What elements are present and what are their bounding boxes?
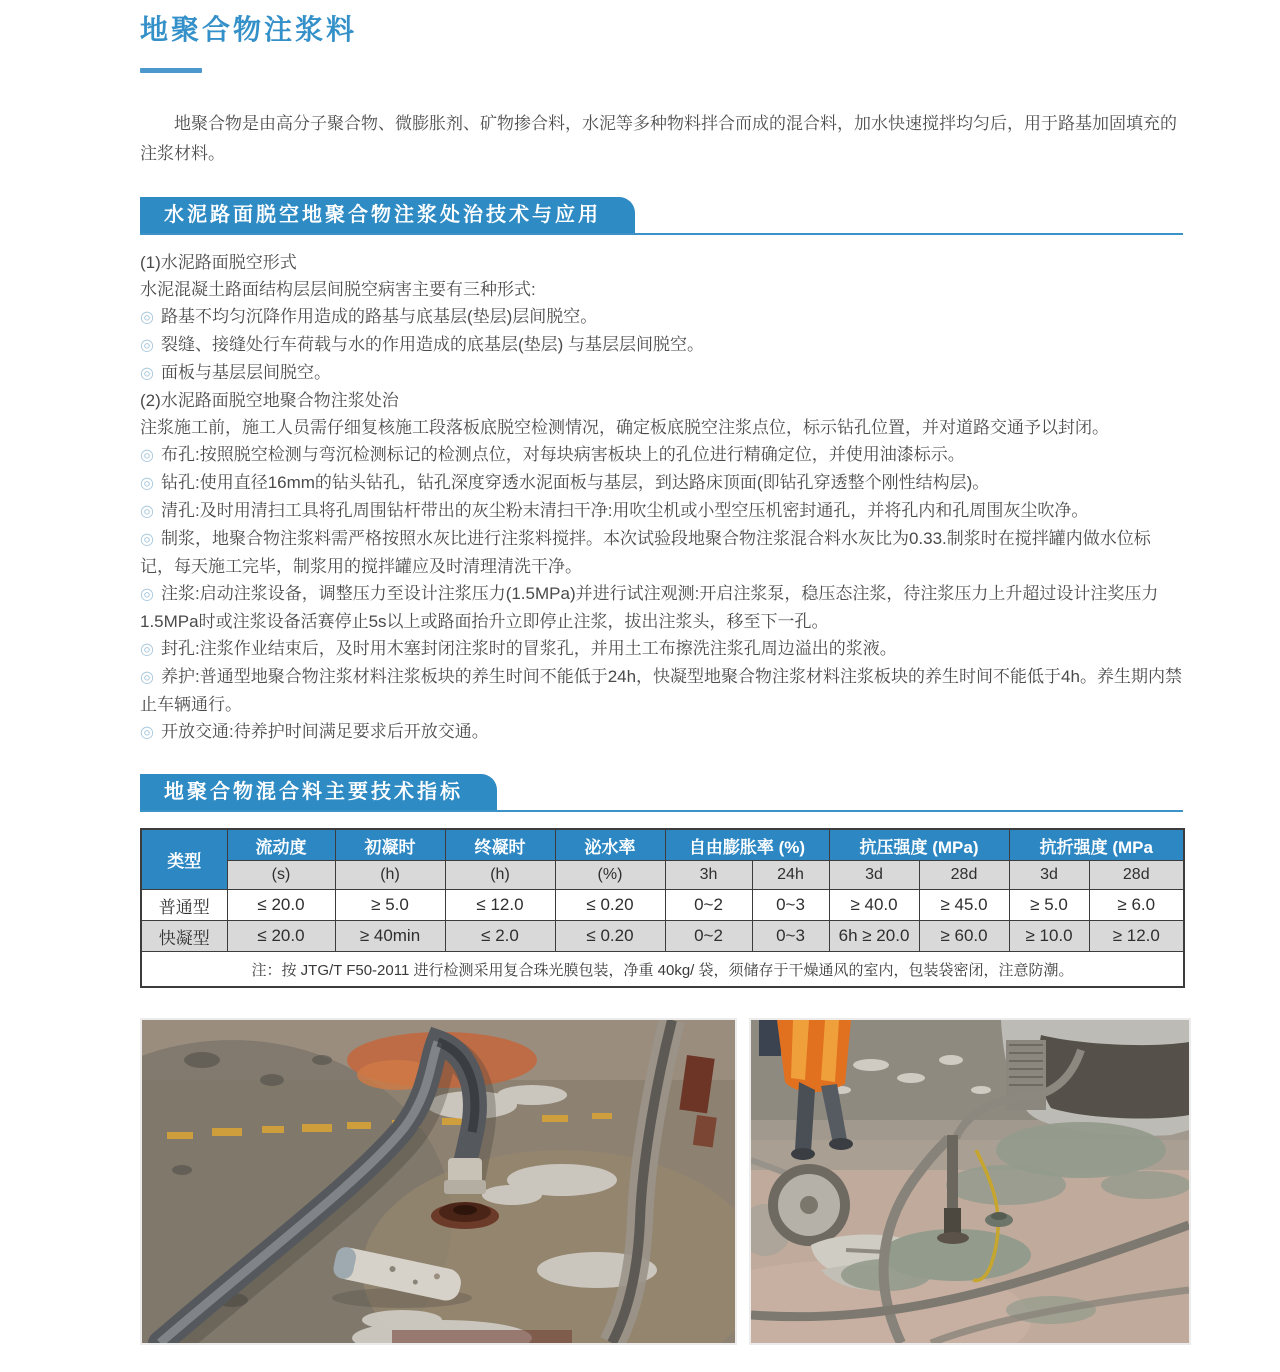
table-cell: 0~3	[752, 890, 829, 921]
paragraph-text: 清孔:及时用清扫工具将孔周围钻杆带出的灰尘粉末清扫干净:用吹尘机或小型空压机密封通孔，并将孔内和孔周围灰尘吹净。	[160, 501, 1089, 520]
list-item	[140, 303, 1183, 331]
table-cell: ≥ 10.0	[1009, 921, 1089, 952]
table-cell: ≤ 2.0	[445, 921, 555, 952]
ring-bullet-icon: ◎	[140, 365, 154, 382]
body-paragraph	[140, 387, 1183, 414]
table-cell: ≥ 5.0	[335, 890, 445, 921]
table-cell: ≤ 12.0	[445, 890, 555, 921]
ring-bullet-icon: ◎	[140, 503, 154, 520]
section2-banner-row	[140, 774, 1183, 812]
list-item	[140, 663, 1183, 718]
table-note: 注：按 JTG/T F50-2011 进行检测采用复合珠光膜包装，净重 40kg/ 袋，须储存于干燥通风的室内，包装袋密闭，注意防潮。	[141, 952, 1184, 988]
list-item	[140, 635, 1183, 663]
section1-banner-row	[140, 197, 1183, 235]
unit-header: 24h	[752, 861, 829, 890]
paragraph-text: 水泥混凝土路面结构层层间脱空病害主要有三种形式:	[140, 280, 536, 299]
paragraph-text: 注浆施工前，施工人员需仔细复核施工段落板底脱空检测情况，确定板底脱空注浆点位，标示钻孔位置，并对道路交通予以封闭。	[140, 418, 1109, 437]
table-cell: ≥ 45.0	[919, 890, 1009, 921]
paragraph-text: 制浆，地聚合物注浆料需严格按照水灰比进行注浆料搅拌。本次试验段地聚合物注浆混合料水灰比为0.33.制浆时在搅拌罐内做水位标记，每天施工完毕，制浆用的搅拌罐应及时清理清洗干净。	[140, 529, 1151, 576]
list-item	[140, 331, 1183, 359]
row-label: 快凝型	[141, 921, 227, 952]
body-paragraph	[140, 414, 1183, 441]
list-item	[140, 525, 1183, 580]
list-item	[140, 580, 1183, 635]
ring-bullet-icon: ◎	[140, 531, 154, 548]
paragraph-text: 注浆:启动注浆设备，调整压力至设计注浆压力(1.5MPa)并进行试注观测:开启注浆泵，稳压态注浆，待注浆压力上升超过设计注奖压力1.5MPa时或注浆设备活赛停止5s以上或路面抬升立即停止注浆，拔出注浆头，移至下一孔。	[140, 584, 1159, 631]
spec-table	[140, 828, 1185, 988]
ring-bullet-icon: ◎	[140, 724, 154, 741]
ring-bullet-icon: ◎	[140, 337, 154, 354]
table-cell: ≥ 40.0	[829, 890, 919, 921]
photo-grouting-worksite	[749, 1018, 1191, 1345]
column-header-type: 类型	[141, 829, 227, 890]
paragraph-text: 养护:普通型地聚合物注浆材料注浆板块的养生时间不能低于24h，快凝型地聚合物注浆材料注浆板块的养生时间不能低于4h。养生期内禁止车辆通行。	[140, 667, 1182, 714]
column-header: 初凝时	[335, 829, 445, 861]
table-cell: 0~2	[665, 890, 752, 921]
column-header: 抗折强度 (MPa	[1009, 829, 1184, 861]
ring-bullet-icon: ◎	[140, 475, 154, 492]
paragraph-text: 布孔:按照脱空检测与弯沉检测标记的检测点位，对每块病害板块上的孔位进行精确定位，并使用油漆标示。	[160, 445, 965, 464]
paragraph-text: 面板与基层层间脱空。	[160, 363, 331, 382]
table-cell: ≤ 0.20	[555, 921, 665, 952]
table-cell: ≤ 20.0	[227, 890, 335, 921]
unit-header: (h)	[445, 861, 555, 890]
table-cell: ≤ 0.20	[555, 890, 665, 921]
photo-row	[140, 1018, 1183, 1345]
paragraph-text: 裂缝、接缝处行车荷载与水的作用造成的底基层(垫层) 与基层层间脱空。	[160, 335, 705, 354]
table-cell: ≥ 12.0	[1089, 921, 1184, 952]
title-underline-dash	[140, 68, 202, 73]
ring-bullet-icon: ◎	[140, 641, 154, 658]
section1-heading-banner: 水泥路面脱空地聚合物注浆处治技术与应用	[140, 197, 635, 233]
paragraph-text: 开放交通:待养护时间满足要求后开放交通。	[160, 722, 489, 741]
photo-grout-hose-on-pavement	[140, 1018, 737, 1345]
paragraph-text: (1)水泥路面脱空形式	[140, 253, 297, 272]
ring-bullet-icon: ◎	[140, 447, 154, 464]
paragraph-text: (2)水泥路面脱空地聚合物注浆处治	[140, 391, 399, 410]
column-header: 抗压强度 (MPa)	[829, 829, 1009, 861]
column-header: 泌水率	[555, 829, 665, 861]
list-item	[140, 359, 1183, 387]
unit-header: (s)	[227, 861, 335, 890]
column-header: 自由膨胀率 (%)	[665, 829, 829, 861]
unit-header: 3d	[829, 861, 919, 890]
table-cell: 0~2	[665, 921, 752, 952]
table-row-ordinary	[141, 890, 1184, 921]
column-header: 终凝时	[445, 829, 555, 861]
ring-bullet-icon: ◎	[140, 309, 154, 326]
unit-header: 3h	[665, 861, 752, 890]
section1-body	[140, 249, 1183, 746]
table-row-rapid	[141, 921, 1184, 952]
table-cell: 0~3	[752, 921, 829, 952]
row-label: 普通型	[141, 890, 227, 921]
unit-header: 28d	[919, 861, 1009, 890]
list-item	[140, 441, 1183, 469]
intro-paragraph: 地聚合物是由高分子聚合物、微膨胀剂、矿物掺合料，水泥等多种物料拌合而成的混合料，加水快速搅拌均匀后，用于路基加固填充的注浆材料。	[140, 114, 1177, 163]
unit-header: 3d	[1009, 861, 1089, 890]
list-item	[140, 718, 1183, 746]
list-item	[140, 469, 1183, 497]
table-cell: ≤ 20.0	[227, 921, 335, 952]
paragraph-text: 路基不均匀沉降作用造成的路基与底基层(垫层)层间脱空。	[160, 307, 598, 326]
page-title: 地聚合物注浆料	[140, 14, 358, 45]
table-cell: 6h ≥ 20.0	[829, 921, 919, 952]
table-cell: ≥ 40min	[335, 921, 445, 952]
unit-header: (%)	[555, 861, 665, 890]
table-cell: ≥ 6.0	[1089, 890, 1184, 921]
paragraph-text: 封孔:注浆作业结束后，及时用木塞封闭注浆时的冒浆孔，并用土工布擦洗注浆孔周边溢出的浆液。	[160, 639, 897, 658]
body-paragraph	[140, 249, 1183, 276]
section2-heading-banner: 地聚合物混合料主要技术指标	[140, 774, 497, 810]
unit-header: 28d	[1089, 861, 1184, 890]
unit-header: (h)	[335, 861, 445, 890]
paragraph-text: 钻孔:使用直径16mm的钻头钻孔，钻孔深度穿透水泥面板与基层，到达路床顶面(即钻孔穿透整个刚性结构层)。	[160, 473, 990, 492]
column-header: 流动度	[227, 829, 335, 861]
table-cell: ≥ 5.0	[1009, 890, 1089, 921]
list-item	[140, 497, 1183, 525]
body-paragraph	[140, 276, 1183, 303]
table-cell: ≥ 60.0	[919, 921, 1009, 952]
ring-bullet-icon: ◎	[140, 669, 154, 686]
ring-bullet-icon: ◎	[140, 586, 154, 603]
